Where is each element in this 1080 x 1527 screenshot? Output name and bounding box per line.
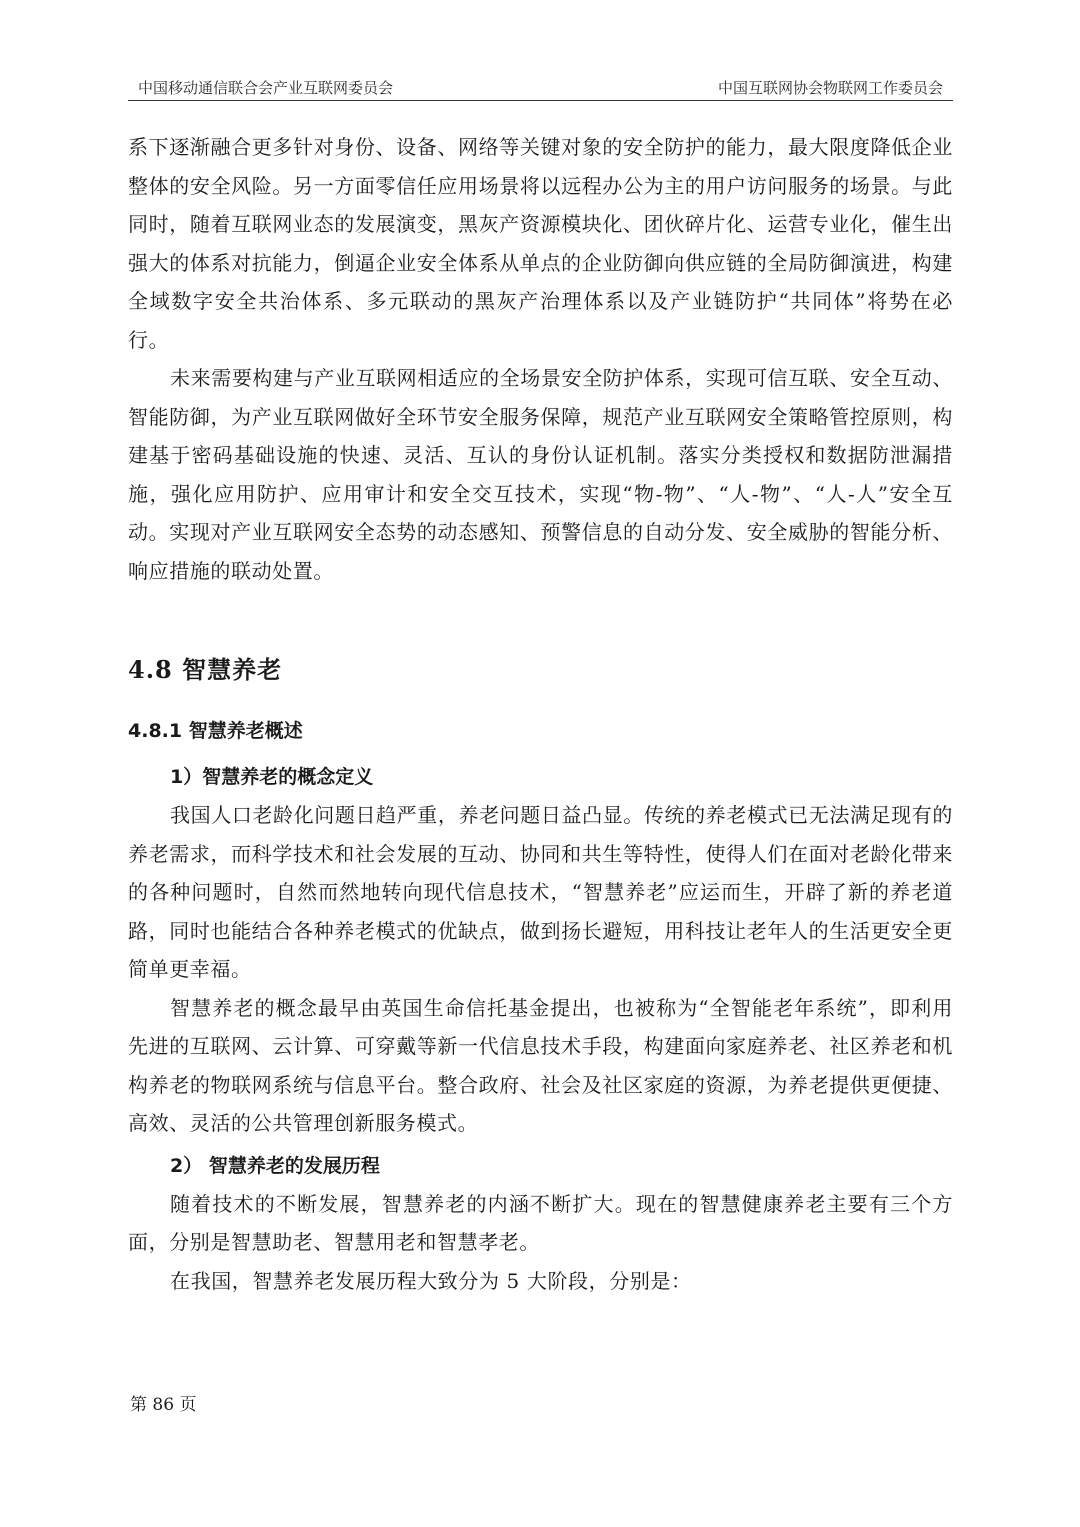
page-number: 第 86 页 <box>130 1395 197 1415</box>
item-title-history: 2） 智慧养老的发展历程 <box>170 1154 380 1177</box>
paragraph-concept-1: 我国人口老龄化问题日趋严重，养老问题日益凸显。传统的养老模式已无法满足现有的养老需求，而科学技术和社会发展的互动、协同和共生等特性，使得人们在面对老龄化带来的各种问题时，自然而然地转向现代信息技术，“智慧养老”应运而生，开辟了新的养老道路，同时也能结合各种养老模式的优缺点，做到扬长避短，用科技让老年人的生活更安全更简单更幸福。 <box>128 803 953 981</box>
page-header <box>128 74 953 101</box>
paragraph-security-future: 未来需要构建与产业互联网相适应的全场景安全防护体系，实现可信互联、安全互动、智能防御，为产业互联网做好全环节安全服务保障，规范产业互联网安全策略管控原则，构建基于密码基础设施的快速、灵活、互认的身份认证机制。落实分类授权和数据防泄漏措施，强化应用防护、应用审计和安全交互技术，实现“物-物”、“人-物”、“人-人”安全互动。实现对产业互联网安全态势的动态感知、预警信息的自动分发、安全威胁的智能分析、响应措施的联动处置。 <box>128 366 953 583</box>
paragraph-history-1: 随着技术的不断发展，智慧养老的内涵不断扩大。现在的智慧健康养老主要有三个方面，分别是智慧助老、智慧用老和智慧孝老。 <box>128 1191 953 1254</box>
subsection-title: 4.8.1 智慧养老概述 <box>128 720 303 742</box>
paragraph-continued: 系下逐渐融合更多针对身份、设备、网络等关键对象的安全防护的能力，最大限度降低企业整体的安全风险。另一方面零信任应用场景将以远程办公为主的用户访问服务的场景。与此同时，随着互联网业态的发展演变，黑灰产资源模块化、团伙碎片化、运营专业化，催生出强大的体系对抗能力，倒逼企业安全体系从单点的企业防御向供应链的全局防御演进，构建全域数字安全共治体系、多元联动的黑灰产治理体系以及产业链防护“共同体”将势在必行。 <box>128 135 953 352</box>
header-right-org: 中国互联网协会物联网工作委员会 <box>717 79 943 97</box>
section-title: 4.8 智慧养老 <box>128 655 283 684</box>
header-left-org: 中国移动通信联合会产业互联网委员会 <box>138 79 394 97</box>
paragraph-concept-2: 智慧养老的概念最早由英国生命信托基金提出，也被称为“全智能老年系统”，即利用先进的互联网、云计算、可穿戴等新一代信息技术手段，构建面向家庭养老、社区养老和机构养老的物联网系统与信息平台。整合政府、社会及社区家庭的资源，为养老提供更便捷、高效、灵活的公共管理创新服务模式。 <box>128 995 953 1135</box>
page-content <box>128 128 953 1300</box>
paragraph-history-2: 在我国，智慧养老发展历程大致分为 5 大阶段，分别是： <box>170 1268 692 1293</box>
item-title-concept: 1）智慧养老的概念定义 <box>170 766 374 788</box>
